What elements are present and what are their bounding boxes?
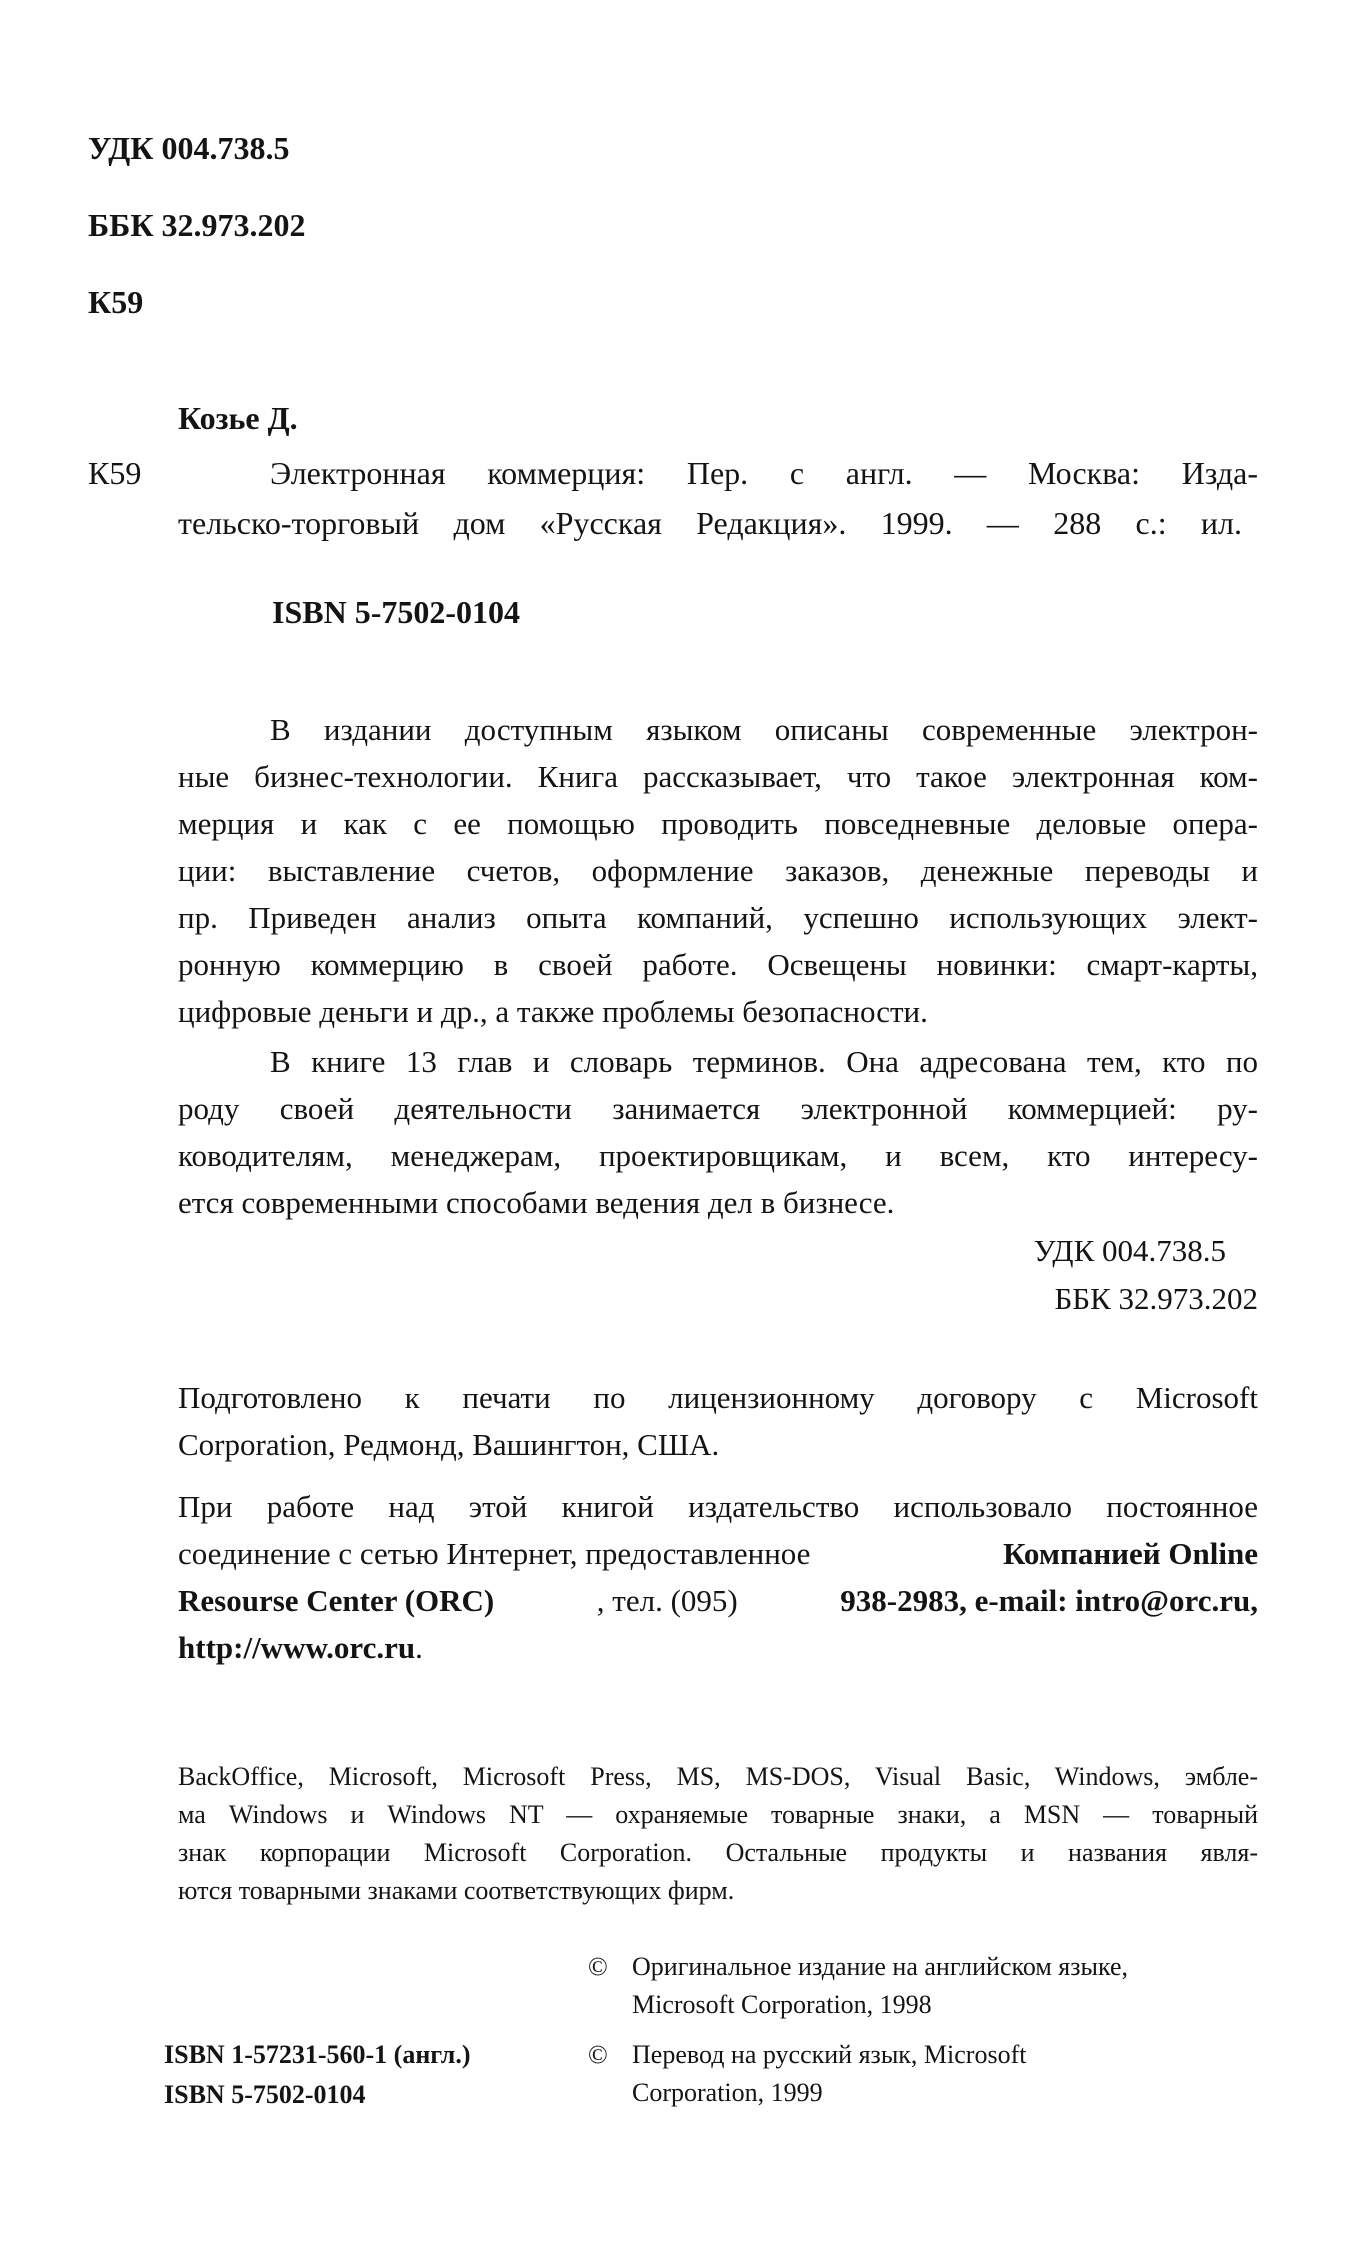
provider-url[interactable]: http://www.orc.ru bbox=[178, 1630, 416, 1665]
isbn-russian: ISBN 5-7502-0104 bbox=[164, 2080, 366, 2109]
udk-code: УДК 004.738.5 bbox=[88, 130, 290, 166]
trademarks-line: BackOffice, Microsoft, Microsoft Press, MS, MS-DOS, Visual Basic, Windows, эмбле- bbox=[178, 1762, 1258, 1791]
copyright-icon: © bbox=[588, 1952, 608, 1981]
author-name: Козье Д. bbox=[178, 400, 298, 436]
internet-line2 bbox=[178, 1536, 1258, 1572]
copyright-original-line1: Оригинальное издание на английском языке, bbox=[632, 1952, 1128, 1981]
annotation-line: В издании доступным языком описаны современные электрон- bbox=[270, 712, 1258, 747]
provider-name-part2: Resourse Center (ORC) bbox=[178, 1583, 495, 1618]
annotation-line: ронную коммерцию в своей работе. Освещены новинки: смарт-карты, bbox=[178, 947, 1258, 982]
license-line2: Corporation, Редмонд, Вашингтон, США. bbox=[178, 1427, 720, 1462]
trademarks-line: знак корпорации Microsoft Corporation. Остальные продукты и названия явля- bbox=[178, 1838, 1258, 1867]
annotation-bbk: ББК 32.973.202 bbox=[1054, 1281, 1258, 1316]
copyright-original-line2: Microsoft Corporation, 1998 bbox=[632, 1990, 932, 2019]
annotation-line: роду своей деятельности занимается электронной коммерцией: ру- bbox=[178, 1091, 1258, 1126]
copyright-translation-line2: Corporation, 1999 bbox=[632, 2078, 823, 2107]
period: . bbox=[415, 1630, 423, 1665]
annotation-line: ные бизнес-технологии. Книга рассказывает, что такое электронная ком- bbox=[178, 759, 1258, 794]
copyright-translation-line1: Перевод на русский язык, Microsoft bbox=[632, 2040, 1027, 2069]
phone-label: , тел. (095) bbox=[596, 1583, 738, 1618]
contact-email[interactable]: 938-2983, e-mail: intro@orc.ru, bbox=[840, 1583, 1258, 1618]
annotation-line: ется современными способами ведения дел в бизнесе. bbox=[178, 1185, 895, 1220]
isbn-english: ISBN 1-57231-560-1 (англ.) bbox=[164, 2040, 471, 2069]
annotation-line: цифровые деньги и др., а также проблемы безопасности. bbox=[178, 994, 928, 1029]
trademarks-line: ма Windows и Windows NT — охраняемые товарные знаки, а MSN — товарный bbox=[178, 1800, 1258, 1829]
author-mark: К59 bbox=[88, 284, 144, 320]
annotation-line: ководителям, менеджерам, проектировщикам, и всем, кто интересу- bbox=[178, 1138, 1258, 1173]
annotation-line: ции: выставление счетов, оформление заказов, денежные переводы и bbox=[178, 853, 1258, 888]
internet-line1: При работе над этой книгой издательство использовало постоянное bbox=[178, 1489, 1258, 1524]
internet-line4 bbox=[178, 1630, 423, 1666]
entry-isbn: ISBN 5-7502-0104 bbox=[272, 594, 521, 630]
provider-name-part1: Компанией Online bbox=[1003, 1536, 1258, 1571]
annotation-udk: УДК 004.738.5 bbox=[1033, 1233, 1226, 1268]
annotation-line: мерция и как с ее помощью проводить повседневные деловые опера- bbox=[178, 806, 1258, 841]
bbk-code: ББК 32.973.202 bbox=[88, 207, 306, 243]
annotation-line: пр. Приведен анализ опыта компаний, успешно использующих элект- bbox=[178, 900, 1258, 935]
entry-description-line2: тельско-торговый дом «Русская Редакция». 1999. — 288 с.: ил. bbox=[178, 505, 1242, 541]
copyright-icon: © bbox=[588, 2040, 608, 2069]
internet-line2-text: соединение с сетью Интернет, предоставленное bbox=[178, 1536, 811, 1571]
entry-description-line1: Электронная коммерция: Пер. с англ. — Москва: Изда- bbox=[270, 455, 1258, 491]
annotation-line: В книге 13 глав и словарь терминов. Она адресована тем, кто по bbox=[270, 1044, 1258, 1079]
internet-line3 bbox=[178, 1583, 1258, 1619]
license-line1: Подготовлено к печати по лицензионному договору с Microsoft bbox=[178, 1380, 1258, 1415]
trademarks-line: ются товарными знаками соответствующих фирм. bbox=[178, 1876, 735, 1905]
entry-code: К59 bbox=[88, 455, 142, 491]
